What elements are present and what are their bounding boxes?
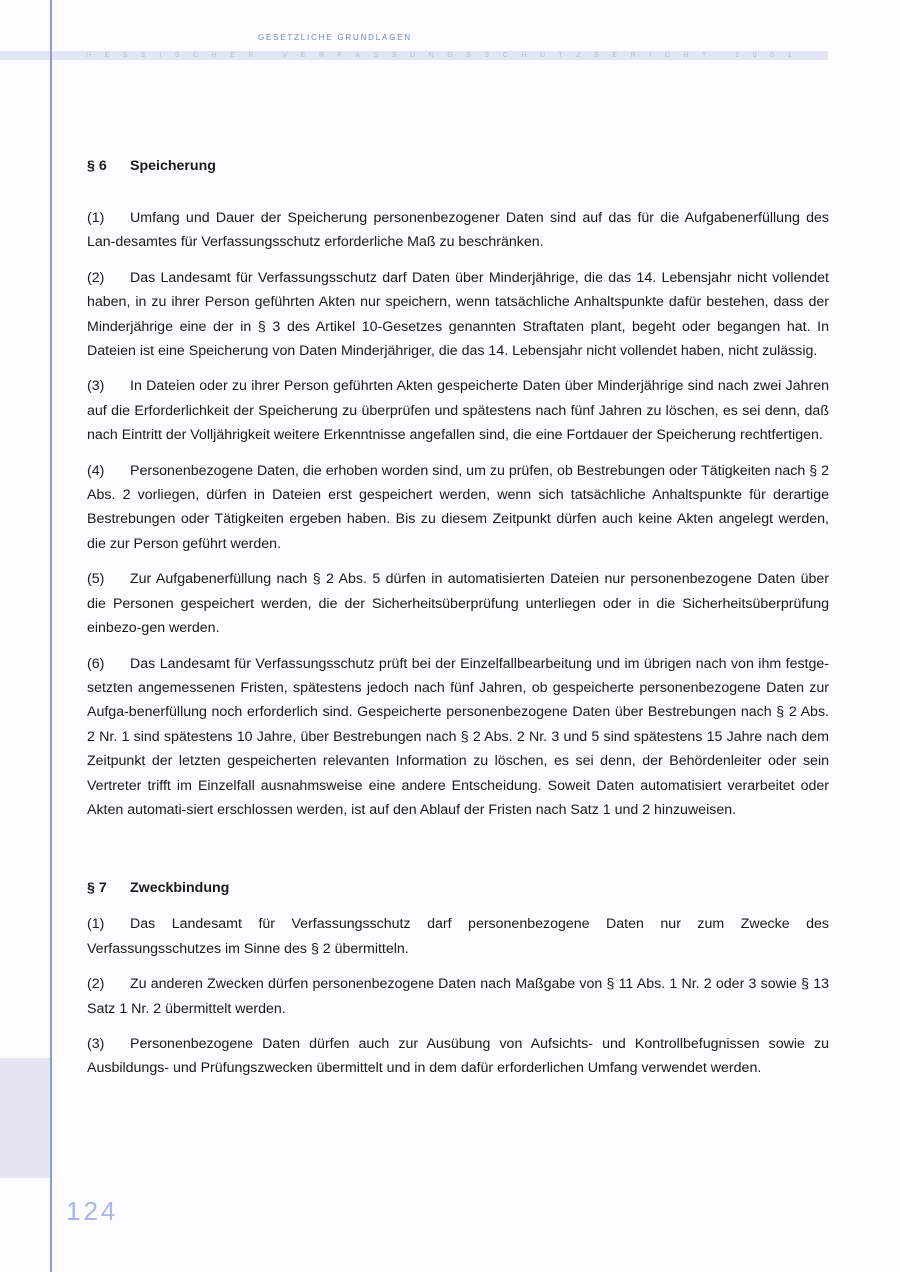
header-subtitle-letter: N xyxy=(428,52,434,59)
paragraph-text: Personenbezogene Daten, die erhoben worden sind, um zu prüfen, ob Bestrebungen oder Tätigkeiten nach § 2 Abs. 2 vorliegen, dürfen in Dateien erst gespeichert werden, wenn sich tatsächliche Anhaltspunkte für derartige Bestrebungen oder Tätigkeiten ergeben haben. Bis zu diesem Zeitpunkt dürfen auch keine Akten angelegt werden, die zur Person geführt werden. xyxy=(87,462,829,552)
paragraph-number: (6) xyxy=(87,655,105,672)
header-section-title: GESETZLICHE GRUNDLAGEN xyxy=(258,33,412,42)
header-subtitle-letter: 1 xyxy=(787,52,792,59)
header-subtitle-letter: 0 xyxy=(752,52,757,59)
header-subtitle-letter: R xyxy=(248,52,254,59)
header-subtitle-letter: S xyxy=(484,52,490,59)
header-subtitle-letter: H xyxy=(683,52,689,59)
document-body xyxy=(87,156,829,1081)
side-color-block xyxy=(0,1058,50,1178)
paragraph-number: (1) xyxy=(87,210,105,226)
margin-rule xyxy=(50,0,52,1272)
header-subtitle-letter: A xyxy=(355,52,361,59)
paragraph-text: Zu anderen Zwecken dürfen personenbezogene Daten nach Maßgabe von § 11 Abs. 1 Nr. 2 oder 3 sowie § 13 Satz 1 Nr. 2 übermittelt werden. xyxy=(87,976,829,1017)
header-subtitle-letter: H xyxy=(521,52,527,59)
header-subtitle-letter: E xyxy=(300,52,306,59)
paragraph-number: (5) xyxy=(87,571,105,588)
paragraph xyxy=(87,972,829,1021)
paragraph xyxy=(87,567,829,640)
section-title: Speicherung xyxy=(130,158,216,174)
paragraph xyxy=(87,459,829,557)
paragraph-text: Das Landesamt für Verfassungsschutz darf personenbezogene Daten nur zum Zwecke des Verfassungsschutzes im Sinne des § 2 übermitteln. xyxy=(87,916,829,957)
header-subtitle-letter xyxy=(267,52,269,59)
header-subtitle-letter: R xyxy=(318,52,325,59)
header-subtitle-letter: V xyxy=(282,52,288,59)
page-number: 124 xyxy=(66,1196,119,1226)
section-number: § 6 xyxy=(87,158,107,174)
paragraph xyxy=(87,1032,829,1081)
paragraph-text: Das Landesamt für Verfassungsschutz darf Daten über Minderjährige, die das 14. Lebensjahr nicht vollendet haben, in zu ihrer Person geführten Akten nur speichern, wenn tatsächliche Anhaltspunkte dafür bestehen, dass der Minderjährige eine der in § 3 des Artikel 10-Gesetzes genannten Straftaten plant, begeht oder begangen hat. In Dateien ist eine Speicherung von Daten Minderjähriger, die das 14. Lebensjahr nicht vollendet haben, nicht zulässig. xyxy=(87,269,829,360)
header-subtitle-letter: C xyxy=(192,52,199,59)
header-subtitle-letter: H xyxy=(86,52,92,59)
header-subtitle-letter: E xyxy=(230,52,235,59)
paragraph-number: (4) xyxy=(87,462,105,479)
paragraph xyxy=(87,912,829,961)
header-subtitle-letter: R xyxy=(630,52,636,59)
paragraph-text: Umfang und Dauer der Speicherung personenbezogener Daten sind auf das für die Aufgabenerfüllung des Lan-desamtes für Verfassungsschutz erforderliche Maß zu beschränken. xyxy=(87,210,829,251)
paragraph xyxy=(87,652,829,823)
paragraph xyxy=(87,206,829,255)
section xyxy=(87,156,829,822)
paragraph-number: (3) xyxy=(87,1035,105,1052)
header-subtitle-letter: C xyxy=(664,52,670,59)
header-subtitle-letter: S xyxy=(141,52,146,59)
header-subtitle-letter: U xyxy=(539,52,545,59)
header-subtitle-letter: S xyxy=(122,52,128,59)
header-subtitle-letter: 0 xyxy=(770,52,775,59)
paragraph-text: Das Landesamt für Verfassungsschutz prüft bei der Einzelfallbearbeitung und im übrigen nach von ihm festge-setzten angemessenen Fristen, spätestens jedoch nach fünf Jahren, ob gespeicherte personenbezogene Daten zur Aufga-benerfüllung noch erforderlich sind. Gespeicherte personenbezogene Daten über Bestrebungen nach § 2 Abs. 2 Nr. 1 sind spätestens 10 Jahre, über Bestrebungen nach § 2 Abs. 2 Nr. 3 und 5 sind spätestens 15 Jahre nach dem Zeitpunkt der letzten gespeicherten relevanten Information zu löschen, es sei denn, der Behördenleiter oder sein Vertreter trifft im Einzelfall ausnahmsweise eine andere Entscheidung. Soweit Daten automatisiert verarbeitet oder Akten automati-siert erschlossen werden, ist auf den Ablauf der Fristen nach Satz 1 und 2 hinzuweisen. xyxy=(87,655,829,818)
section-heading xyxy=(87,156,829,176)
paragraph-number: (2) xyxy=(87,269,105,286)
header-subtitle-letter: S xyxy=(174,52,180,59)
paragraph-text: Personenbezogene Daten dürfen auch zur Ausübung von Aufsichts- und Kontrollbefugnissen sowie zu Ausbildungs- und Prüfungszwecken übermittelt und in dem dafür erforderlichen Umfang verwendet werden. xyxy=(87,1035,829,1077)
header-subtitle-letter: S xyxy=(391,52,397,59)
header-subtitle-letter: E xyxy=(104,52,110,59)
section-heading xyxy=(87,878,829,898)
header-subtitle-letter: C xyxy=(502,52,508,59)
header-subtitle-letter: H xyxy=(211,52,217,59)
paragraph-text: In Dateien oder zu ihrer Person geführten Akten gespeicherte Daten über Minderjährige sind nach zwei Jahren auf die Erforderlichkeit der Speicherung zu überprüfen und spätestens nach fünf Jahren zu löschen, es sei denn, daß nach Eintritt der Volljährigkeit weitere Erkenntnisse angefallen sind, die eine Fortdauer der Speicherung rechtfertigen. xyxy=(87,378,829,444)
header-subtitle-letter: Z xyxy=(576,52,581,59)
header-subtitle-letter xyxy=(720,52,722,59)
header-subtitle-letter: G xyxy=(447,52,453,59)
header-subtitle xyxy=(86,51,792,60)
header-subtitle-letter: S xyxy=(466,52,471,59)
paragraph-text: Zur Aufgabenerfüllung nach § 2 Abs. 5 dürfen in automatisierten Dateien nur personenbezogene Daten über die Personen gespeichert werden, die der Sicherheitsüberprüfung unterliegen oder in die Sicherheitsüberprüfung einbezo-gen werden. xyxy=(87,571,829,637)
paragraph xyxy=(87,266,829,364)
header-subtitle-letter: 2 xyxy=(735,52,740,59)
section xyxy=(87,878,829,1080)
section-title: Zweckbindung xyxy=(130,880,230,897)
paragraph-number: (2) xyxy=(87,976,105,993)
paragraph-number: (3) xyxy=(87,378,105,395)
paragraph-number: (1) xyxy=(87,916,105,933)
header-subtitle-letter: I xyxy=(649,52,652,59)
header-subtitle-letter: F xyxy=(337,52,342,59)
header-subtitle-letter: S xyxy=(373,52,379,59)
paragraph xyxy=(87,374,829,447)
header-subtitle-letter: T xyxy=(558,52,563,59)
header-subtitle-letter: T xyxy=(701,52,707,59)
header-subtitle-letter: U xyxy=(410,52,416,59)
header-subtitle-letter: I xyxy=(159,52,162,59)
header-subtitle-letter: E xyxy=(612,52,618,59)
header-subtitle-letter: B xyxy=(594,52,599,59)
section-number: § 7 xyxy=(87,880,107,897)
